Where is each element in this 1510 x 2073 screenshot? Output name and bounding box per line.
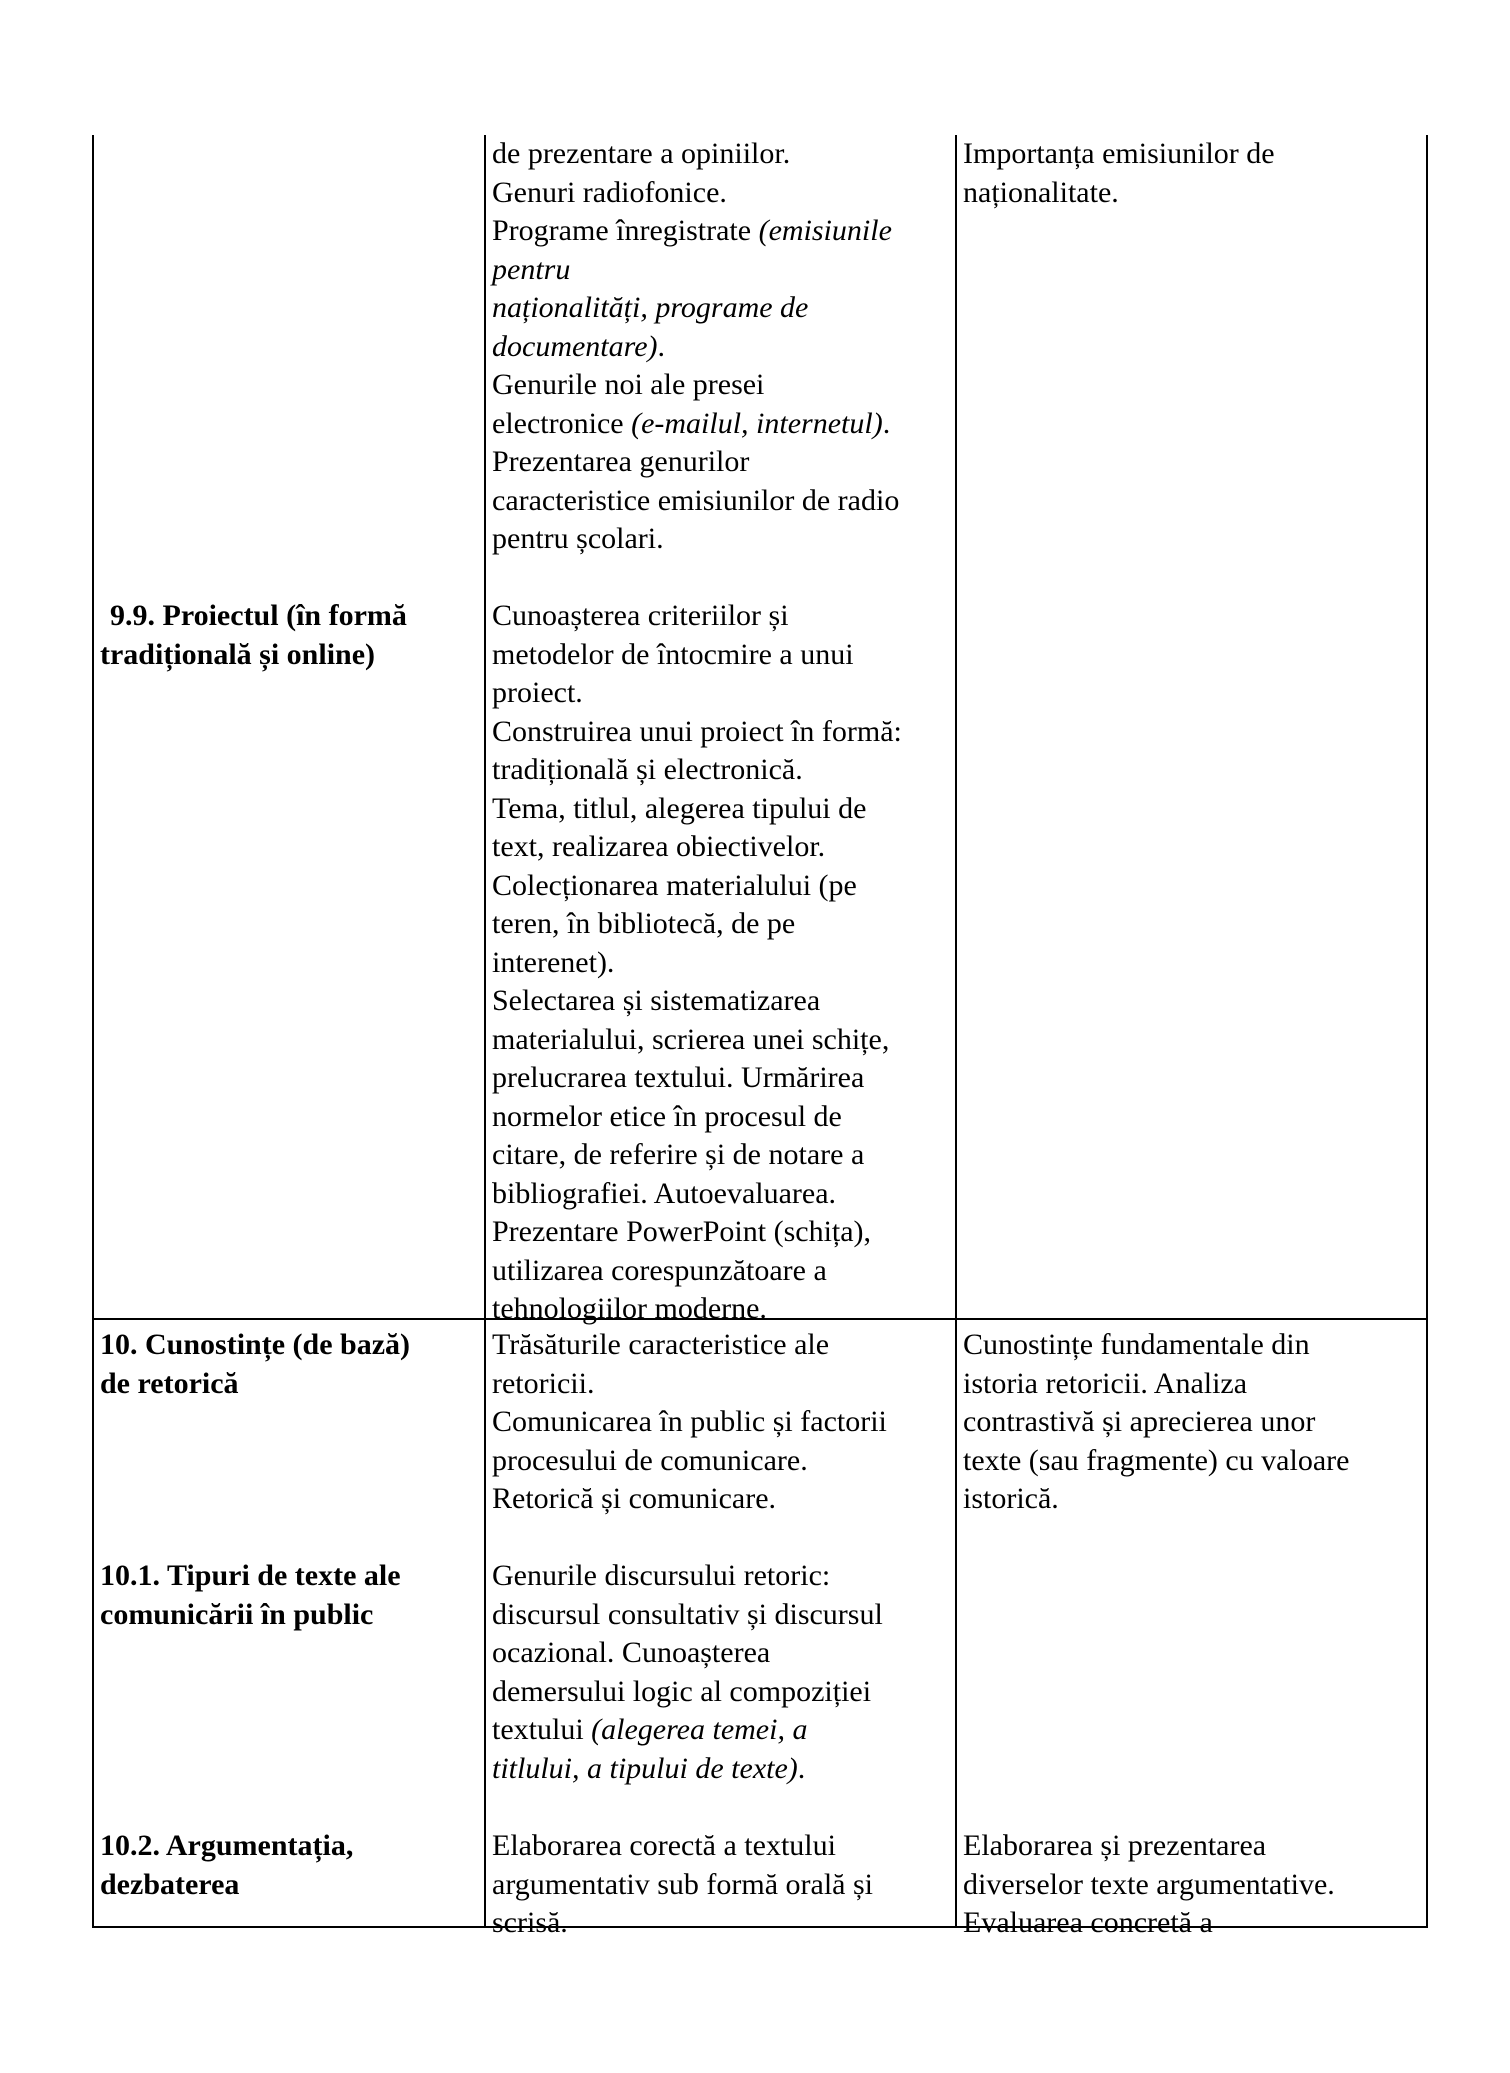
row2-col1-heading-10-2: 10.2. Argumentația, dezbaterea (100, 1829, 354, 1901)
row1-col2-text-project: Cunoașterea criteriilor și metodelor de întocmire a unui proiect. Construirea unui proiect în formă: tradițională și electronică. Tema, titlul, alegerea tipului de text, realizarea obiectivelor. Colecționarea materialului (pe teren, în bibliotecă, de pe interenet). Selectarea și sistematizarea materialului, scrierea unei schițe, prelucrarea textului. Urmărirea normelor etice în procesul de citare, de referire și de notare a bibliografiei. Autoevaluarea. Prezentare PowerPoint (schița), utilizarea corespunzătoare a tehnologiilor moderne. (492, 599, 902, 1325)
table-left-border (92, 135, 94, 1927)
row2-col1-heading-10: 10. Cunostințe (de bază) de retorică (100, 1328, 411, 1400)
row1-col3-text: Importanța emisiunilor de naționalitate. (963, 137, 1275, 209)
row1-col2-text-top: de prezentare a opiniilor. Genuri radiofonice. Programe înregistrate (emisiunile pentru naționalități, programe de documentare). Genurile noi ale presei electronice (e-mailul, internetul). Prezentarea genurilor caracteristice emisiunilor de radio pentru școlari. (492, 137, 900, 555)
row2-col2-text-2: Genurile discursului retoric: discursul consultativ și discursul ocazional. Cunoașterea demersului logic al compoziției textului (alegerea temei, a titlului, a tipului de texte). (492, 1559, 883, 1785)
row1-col1-heading: 9.9. Proiectul (în formă tradițională și online) (100, 599, 407, 671)
row2-col2-text-3: Elaborarea corectă a textului argumentativ sub formă orală și scrisă. (492, 1829, 874, 1939)
row2-col3-text-3: Elaborarea și prezentarea diverselor texte argumentative. Evaluarea concretă a (963, 1829, 1335, 1939)
table-right-border (1426, 135, 1428, 1927)
row2-col1-heading-10-1: 10.1. Tipuri de texte ale comunicării în public (100, 1559, 401, 1631)
table-column-divider-1 (484, 135, 486, 1927)
row2-col3-text-1: Cunostințe fundamentale din istoria retoricii. Analiza contrastivă și aprecierea unor texte (sau fragmente) cu valoare istorică. (963, 1328, 1350, 1515)
table-column-divider-2 (955, 135, 957, 1927)
row2-col2-text-1: Trăsăturile caracteristice ale retoricii. Comunicarea în public și factorii procesului de comunicare. Retorică și comunicare. (492, 1328, 887, 1515)
